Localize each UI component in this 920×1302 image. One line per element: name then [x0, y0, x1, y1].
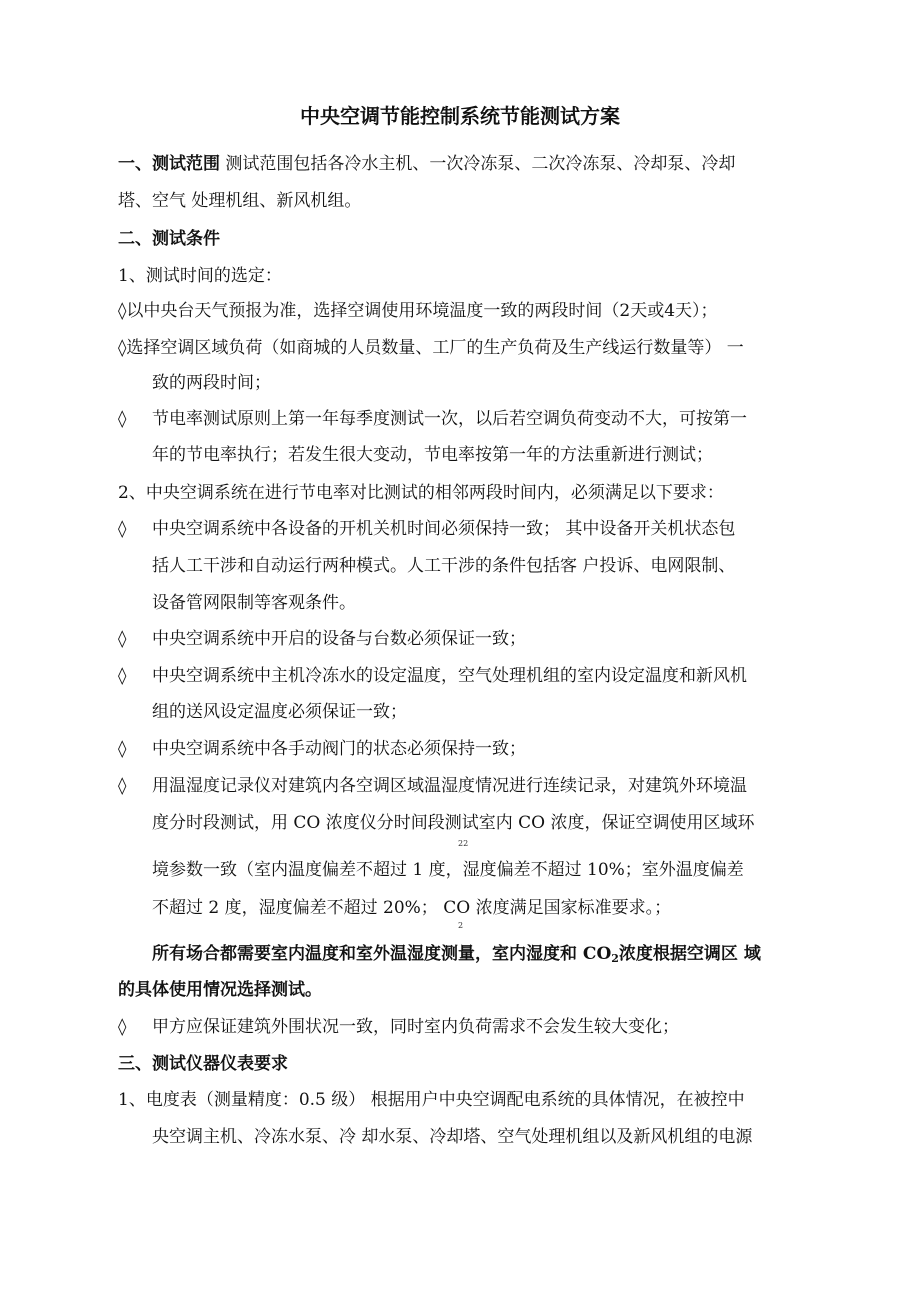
bold-note-line-1 — [152, 942, 761, 966]
bullet-saving-rate-line-1: 节电率测试原则上第一年每季度测试一次，以后若空调负荷变动不大，可按第一 — [152, 409, 747, 429]
section-3-heading: 三、测试仪器仪表要求 — [118, 1054, 288, 1074]
document-title: 中央空调节能控制系统节能测试方案 — [300, 104, 620, 128]
subscript-note: 2 — [458, 921, 464, 930]
instrument-meter-line-2: 央空调主机、冷冻水泵、冷 却水泵、冷却塔、空气处理机组以及新风机组的电源 — [152, 1127, 753, 1147]
bullet-saving-rate-line-2: 年的节电率执行；若发生很大变动，节电率按第一年的方法重新进行测试； — [152, 445, 713, 465]
requirement-monitoring-line-3: 境参数一致（室内温度偏差不超过 1 度，湿度偏差不超过 10%；室外温度偏差 — [152, 860, 744, 880]
requirement-building-envelope: 甲方应保证建筑外围状况一致，同时室内负荷需求不会发生较大变化； — [152, 1017, 679, 1037]
bullet-marker: ◊ — [118, 629, 127, 649]
bullet-marker: ◊ — [118, 519, 127, 539]
bullet-marker: ◊ — [118, 409, 127, 429]
section-1-text: 测试范围包括各冷水主机、一次冷冻泵、二次冷冻泵、冷却泵、冷却 — [220, 154, 736, 174]
bold-note-line-2: 的具体使用情况选择测试。 — [118, 980, 322, 1000]
subscript-note: 22 — [458, 839, 469, 848]
subsection-time-selection: 1、测试时间的选定： — [118, 266, 282, 286]
requirement-monitoring-line-4: 不超过 2 度，湿度偏差不超过 20%； CO 浓度满足国家标准要求。； — [152, 898, 672, 918]
requirement-setpoint-line-2: 组的送风设定温度必须保证一致； — [152, 702, 407, 722]
requirement-valves: 中央空调系统中各手动阀门的状态必须保持一致； — [152, 739, 526, 759]
section-1-heading: 一、测试范围 — [118, 154, 220, 174]
bullet-marker: ◊ — [118, 739, 127, 759]
requirement-onoff-line-2: 括人工干涉和自动运行两种模式。人工干涉的条件包括客 户投诉、电网限制、 — [152, 556, 736, 576]
requirement-equipment-count: 中央空调系统中开启的设备与台数必须保证一致； — [152, 629, 526, 649]
requirement-setpoint-line-1: 中央空调系统中主机冷冻水的设定温度，空气处理机组的室内设定温度和新风机 — [152, 666, 747, 686]
requirement-monitoring-line-1: 用温湿度记录仪对建筑内各空调区域温湿度情况进行连续记录，对建筑外环境温 — [152, 776, 747, 796]
bullet-weather-forecast: ◊以中央台天气预报为准，选择空调使用环境温度一致的两段时间（2天或4天）； — [118, 301, 718, 321]
bullet-zone-load-line-2: 致的两段时间； — [152, 373, 271, 393]
co2-subscript: 2 — [611, 952, 619, 965]
requirement-monitoring-line-2: 度分时段测试，用 CO 浓度仪分时间段测试室内 CO 浓度，保证空调使用区域环 — [152, 813, 755, 833]
requirement-onoff-line-1: 中央空调系统中各设备的开机关机时间必须保持一致； 其中设备开关机状态包 — [152, 519, 736, 539]
bullet-marker: ◊ — [118, 776, 127, 796]
section-1-line-2: 塔、空气 处理机组、新风机组。 — [118, 191, 362, 211]
bullet-marker: ◊ — [118, 666, 127, 686]
instrument-meter-line-1: 1、电度表（测量精度：0.5 级） 根据用户中央空调配电系统的具体情况，在被控中 — [118, 1090, 745, 1110]
bold-note-text-a: 所有场合都需要室内温度和室外温湿度测量，室内湿度和 CO — [152, 944, 612, 964]
section-2-heading: 二、测试条件 — [118, 229, 220, 249]
bullet-zone-load-line-1: ◊选择空调区域负荷（如商城的人员数量、工厂的生产负荷及生产线运行数量等） 一 — [118, 338, 744, 358]
requirement-onoff-line-3: 设备管网限制等客观条件。 — [152, 593, 356, 613]
bullet-marker: ◊ — [118, 1017, 127, 1037]
section-1-line-1 — [118, 152, 735, 176]
bold-note-text-b: 浓度根据空调区 域 — [618, 944, 761, 964]
subsection-requirements: 2、中央空调系统在进行节电率对比测试的相邻两段时间内，必须满足以下要求： — [118, 483, 724, 503]
